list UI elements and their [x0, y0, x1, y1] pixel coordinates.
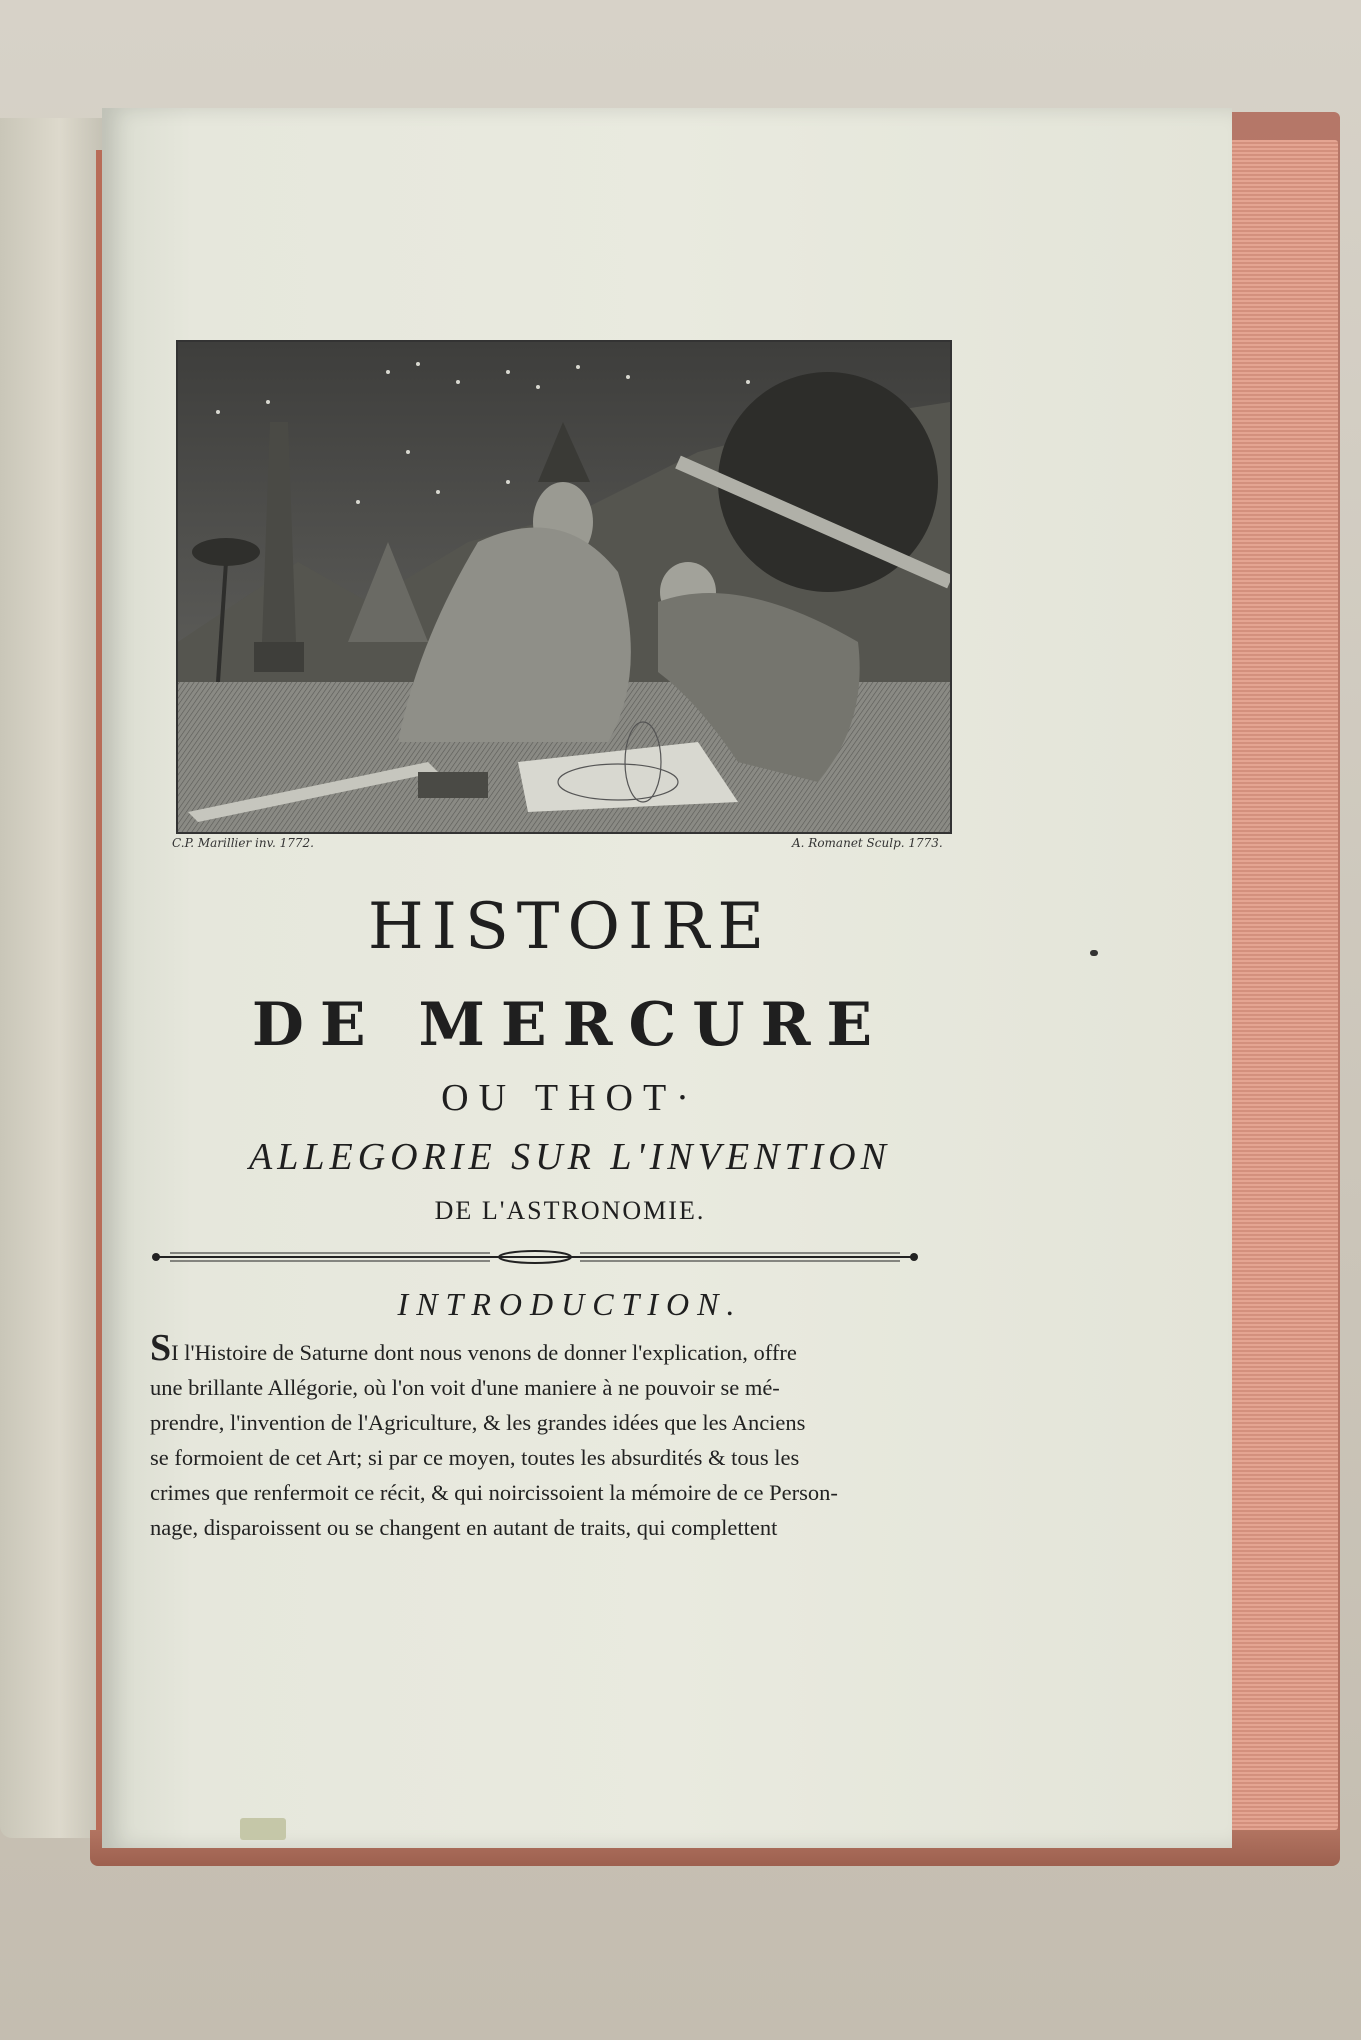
title-line-3: OU THOT· — [441, 1077, 699, 1119]
section-heading: INTRODUCTION. — [397, 1286, 743, 1322]
ornamental-rule — [150, 1250, 920, 1264]
left-page — [0, 118, 108, 1838]
body-line: se formoient de cet Art; si par ce moyen, toutes les absurdités & tous les — [150, 1445, 800, 1470]
title-line-1: HISTOIRE — [367, 890, 773, 964]
body-line-text: I l'Histoire de Saturne dont nous venons de donner l'explication, offre — [171, 1340, 797, 1365]
body-line: crimes que renfermoit ce récit, & qui noircissoient la mémoire de ce Person- — [150, 1480, 838, 1505]
red-fore-edge — [1230, 140, 1338, 1830]
body-line — [150, 1327, 922, 1370]
page-speck — [1090, 950, 1098, 956]
engraving-credit-left: C.P. Marillier inv. 1772. — [172, 836, 314, 850]
title-line-2: DE MERCURE — [251, 990, 889, 1060]
title-line-5: DE L'ASTRONOMIE. — [434, 1196, 706, 1225]
body-line: prendre, l'invention de l'Agriculture, & les grandes idées que les Anciens — [150, 1410, 806, 1435]
engraving-credit-right: A. Romanet Sculp. 1773. — [792, 836, 943, 850]
body-line: une brillante Allégorie, où l'on voit d'une maniere à ne pouvoir se mé- — [150, 1375, 780, 1400]
title-line-4: ALLEGORIE SUR L'INVENTION — [249, 1136, 891, 1178]
body-paragraph — [150, 1327, 922, 1545]
body-line: nage, disparoissent ou se changent en autant de traits, qui complettent — [150, 1515, 778, 1540]
drop-cap: S — [150, 1327, 172, 1369]
bookmark-ribbon — [240, 1818, 286, 1840]
engraving-illustration — [176, 340, 952, 834]
